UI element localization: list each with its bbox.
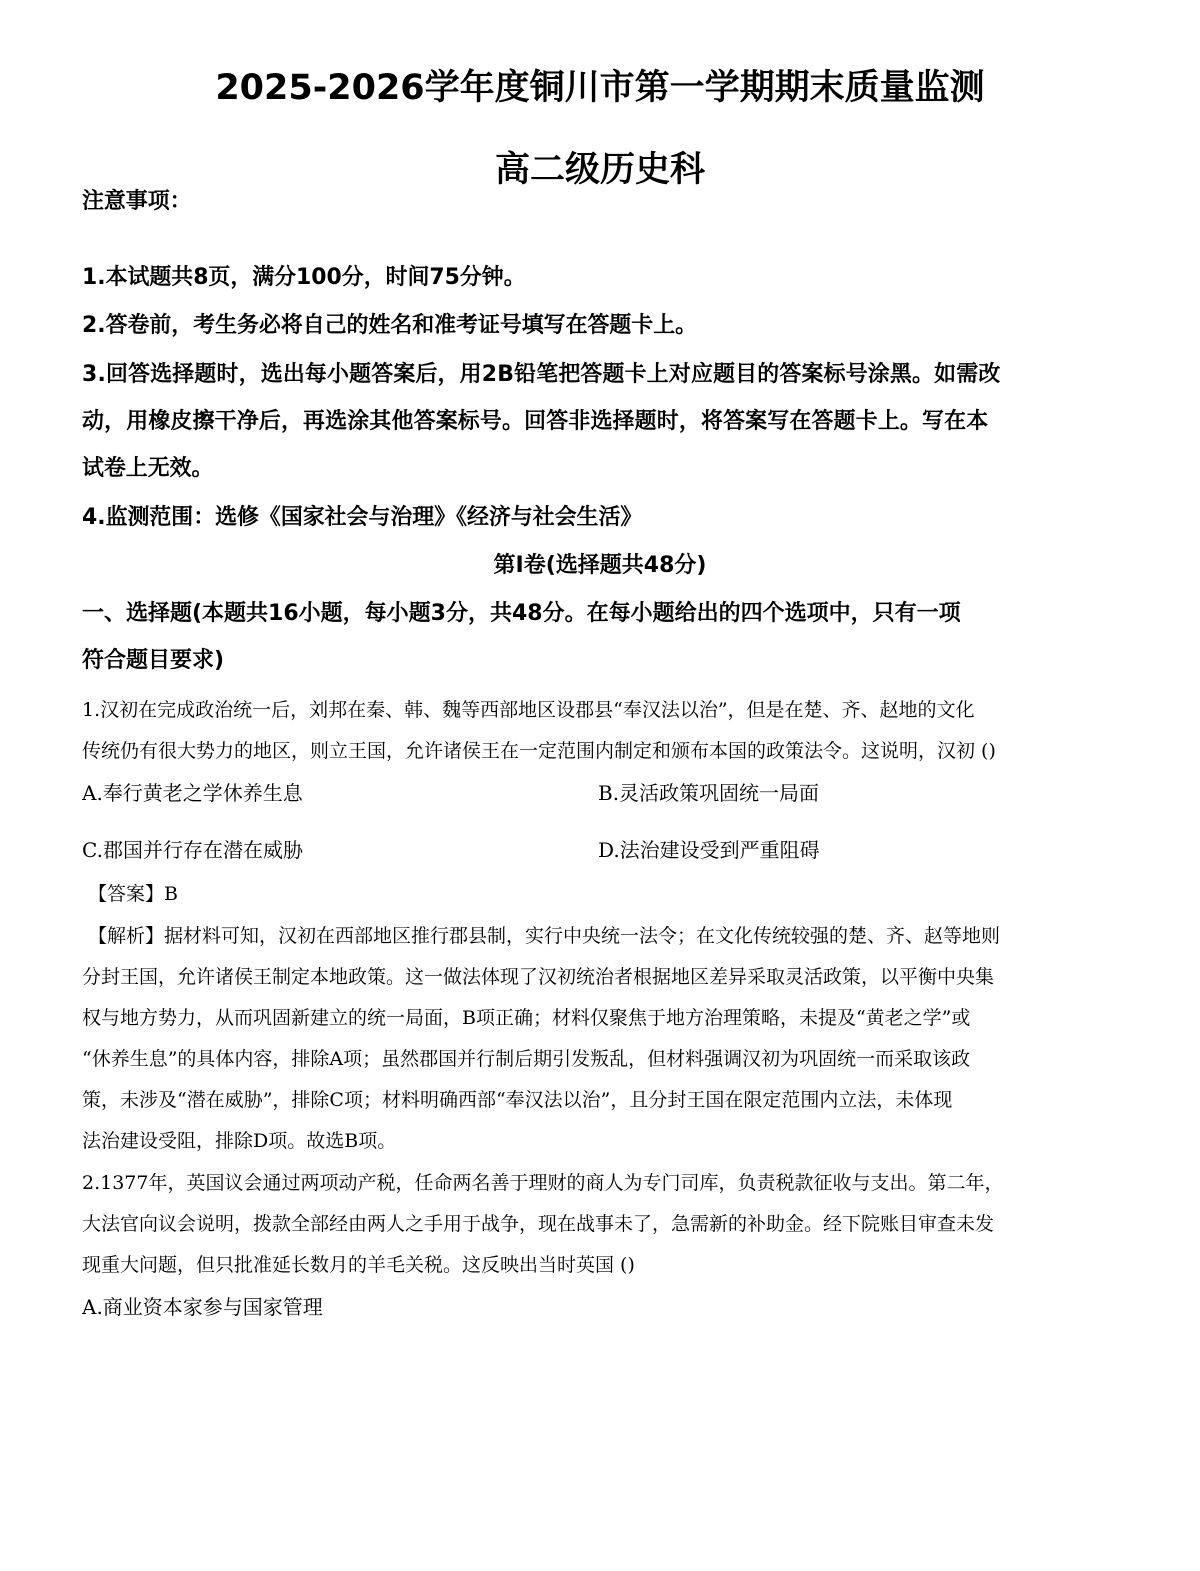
q1-option-c: C.郡国并行存在潜在威胁 <box>82 838 303 862</box>
notice-item-4: 4.监测范围：选修《国家社会与治理》《经济与社会生活》 <box>82 505 643 530</box>
q1-stem-line-1: 1.汉初在完成政治统一后，刘邦在秦、韩、魏等西部地区设郡县“奉汉法以治”，但是在楚、齐、赵地的文化 <box>82 699 975 721</box>
q1-analysis-line-6: 法治建设受阻，排除D项。故选B项。 <box>82 1130 397 1152</box>
q1-option-b: B.灵活政策巩固统一局面 <box>598 781 820 805</box>
q1-option-a: A.奉行黄老之学休养生息 <box>82 781 303 805</box>
q1-analysis-line-2: 分封王国，允许诸侯王制定本地政策。这一做法体现了汉初统治者根据地区差异采取灵活政策，以平衡中央集 <box>82 966 995 988</box>
notice-item-3-line-2: 动，用橡皮擦干净后，再选涂其他答案标号。回答非选择题时，将答案写在答题卡上。写在本 <box>82 409 989 434</box>
q2-stem-line-1: 2.1377年，英国议会通过两项动产税，任命两名善于理财的商人为专门司库，负责税款征收与支出。第二年， <box>82 1172 1004 1194</box>
notice-heading: 注意事项： <box>82 189 192 214</box>
q2-stem-line-2: 大法官向议会说明，拨款全部经由两人之手用于战争，现在战事未了，急需新的补助金。经下院账目审查未发 <box>82 1213 995 1235</box>
q1-answer: 【答案】B <box>88 883 178 905</box>
part-one-instruction-line-2: 符合题目要求) <box>82 648 225 673</box>
part-one-instruction-line-1: 一、选择题(本题共16小题，每小题3分，共48分。在每小题给出的四个选项中，只有一项 <box>82 601 961 626</box>
exam-subject: 高二级历史科 <box>494 150 705 190</box>
q1-analysis-line-3: 权与地方势力，从而巩固新建立的统一局面，B项正确；材料仅聚焦于地方治理策略，未提及“黄老之学”或 <box>82 1007 971 1029</box>
q2-option-a: A.商业资本家参与国家管理 <box>82 1295 323 1319</box>
q1-analysis-line-5: 策，未涉及“潜在威胁”，排除C项；材料明确西部“奉汉法以治”，且分封王国在限定范围内立法，未体现 <box>82 1089 953 1111</box>
exam-title: 2025-2026学年度铜川市第一学期期末质量监测 <box>215 68 985 108</box>
notice-item-3-line-3: 试卷上无效。 <box>82 456 214 481</box>
section-title: 第Ⅰ卷(选择题共48分) <box>493 553 707 578</box>
notice-item-1: 1.本试题共8页，满分100分，时间75分钟。 <box>82 265 526 290</box>
q1-analysis-line-1: 【解析】据材料可知，汉初在西部地区推行郡县制，实行中央统一法令；在文化传统较强的楚、齐、赵等地则 <box>88 925 1001 947</box>
notice-item-3-line-1: 3.回答选择题时，选出每小题答案后，用2B铅笔把答题卡上对应题目的答案标号涂黑。如需改 <box>82 362 1001 387</box>
q2-stem-line-3: 现重大问题，但只批准延长数月的羊毛关税。这反映出当时英国 () <box>82 1254 635 1276</box>
q1-option-d: D.法治建设受到严重阻碍 <box>598 838 820 862</box>
notice-item-2: 2.答卷前，考生务必将自己的姓名和准考证号填写在答题卡上。 <box>82 313 698 338</box>
q1-stem-line-2: 传统仍有很大势力的地区，则立王国，允许诸侯王在一定范围内制定和颁布本国的政策法令。这说明，汉初 () <box>82 740 996 762</box>
q1-analysis-line-4: “休养生息”的具体内容，排除A项；虽然郡国并行制后期引发叛乱，但材料强调汉初为巩固统一而采取该政 <box>82 1048 971 1070</box>
